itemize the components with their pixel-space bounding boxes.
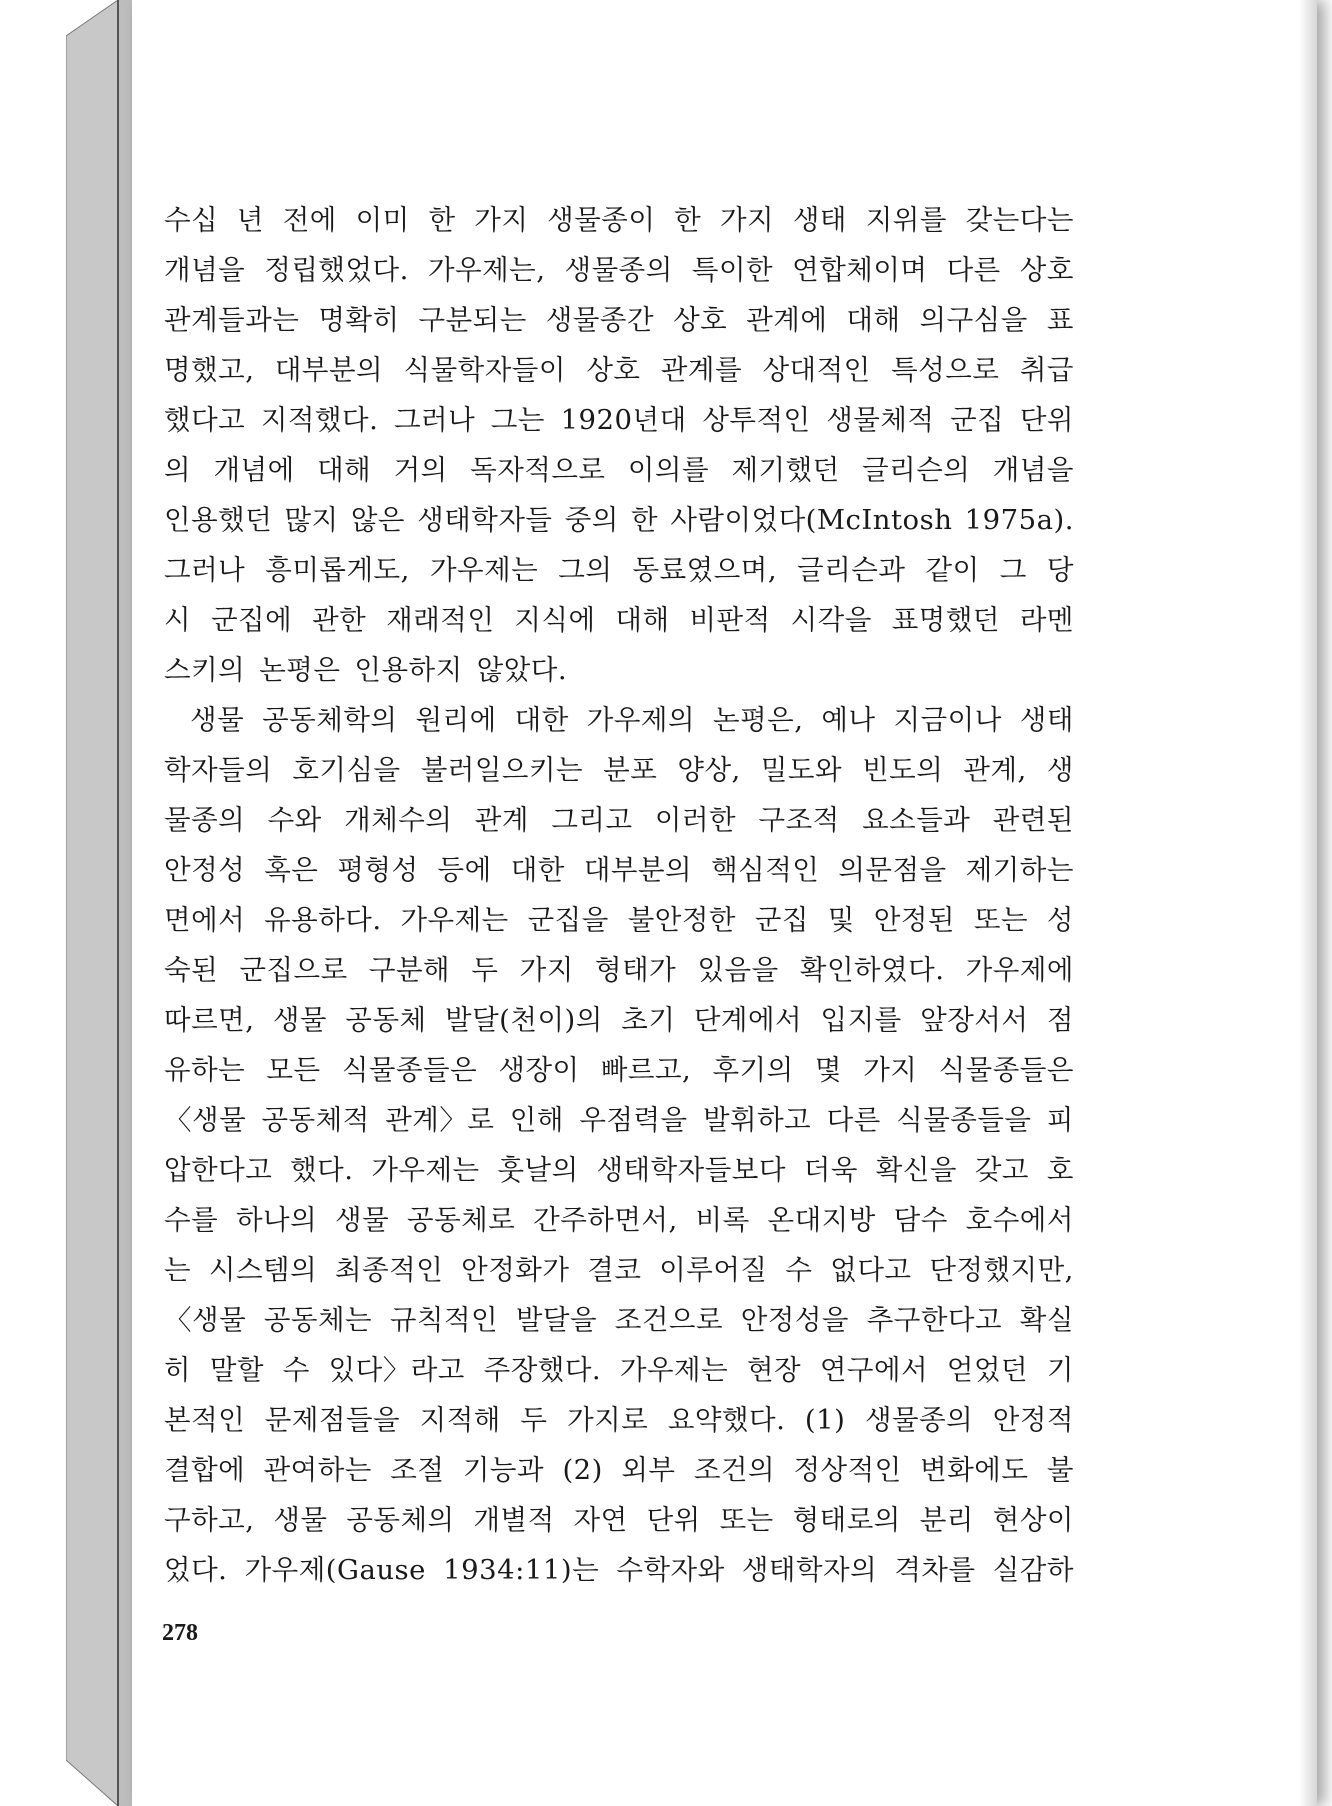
text-word: 대한 bbox=[510, 854, 565, 886]
text-word: 공동체학의 bbox=[262, 704, 398, 736]
text-word: 대해 bbox=[846, 304, 901, 336]
text-line bbox=[164, 995, 1074, 1045]
text-word: 대한 bbox=[514, 704, 569, 736]
text-word: 군집 bbox=[950, 404, 1005, 436]
text-word: 그러나 bbox=[164, 554, 246, 586]
text-word: 〈생물 bbox=[164, 1104, 247, 1136]
text-word: 그는 bbox=[490, 404, 545, 436]
text-word: 거의 bbox=[393, 454, 448, 486]
text-word: 인용하지 bbox=[354, 654, 463, 686]
text-word: 생물종의 bbox=[564, 254, 673, 286]
text-word: 식물학자들이 bbox=[403, 354, 566, 386]
text-word: 지위를 bbox=[865, 204, 947, 236]
text-word: 재래적인 bbox=[386, 604, 495, 636]
text-word: 시스템의 bbox=[208, 1254, 318, 1286]
text-word: 인해 bbox=[509, 1104, 564, 1136]
text-word: 제기하는 bbox=[965, 854, 1074, 886]
text-word: 관련된 bbox=[992, 804, 1074, 836]
text-word: 실감하 bbox=[992, 1554, 1074, 1586]
text-word: 분포 bbox=[603, 754, 658, 786]
text-word: 지적했다. bbox=[260, 404, 379, 436]
text-line bbox=[164, 245, 1074, 295]
text-word: 평형성 bbox=[337, 854, 419, 886]
text-word: 생태학자들 bbox=[417, 504, 553, 536]
text-word: 했다고 bbox=[164, 404, 246, 436]
text-word: 논평은, bbox=[713, 704, 804, 736]
text-word: 흥미롭게도, bbox=[265, 554, 410, 586]
text-word: 있다〉라고 bbox=[328, 1354, 465, 1386]
text-word: 개념을 bbox=[992, 454, 1074, 486]
text-word: 다른 bbox=[826, 1104, 881, 1136]
text-word: 그리고 bbox=[551, 804, 633, 836]
text-word: 숙된 bbox=[164, 954, 219, 986]
text-word: 한 bbox=[428, 204, 456, 236]
text-word: 지적해 bbox=[419, 1404, 501, 1436]
text-word: 최종적인 bbox=[335, 1254, 444, 1286]
text-word: 학자들의 bbox=[164, 754, 273, 786]
text-word: 명확히 bbox=[318, 304, 400, 336]
text-word: 했다. bbox=[290, 1154, 354, 1186]
text-word: 압한다고 bbox=[164, 1154, 273, 1186]
text-line bbox=[164, 1495, 1074, 1545]
text-word: 추구한다고 bbox=[866, 1304, 1003, 1336]
text-line bbox=[164, 495, 1074, 545]
text-word: 구분되는 bbox=[418, 304, 527, 336]
text-word: 않았다. bbox=[476, 654, 568, 686]
text-word: 현장 bbox=[746, 1354, 802, 1386]
text-line bbox=[164, 745, 1074, 795]
text-line bbox=[164, 1545, 1074, 1595]
text-word: 의 bbox=[164, 454, 192, 486]
text-word: 상호 bbox=[586, 354, 641, 386]
text-word: 호 bbox=[1046, 1154, 1074, 1186]
body-text bbox=[164, 195, 1074, 1595]
text-word: 개체수의 bbox=[344, 804, 453, 836]
text-word: 기 bbox=[1046, 1354, 1074, 1386]
text-word: 연구에서 bbox=[819, 1354, 929, 1386]
text-word: 현상이 bbox=[992, 1504, 1074, 1536]
text-word: 그 bbox=[999, 554, 1027, 586]
text-word: 결코 bbox=[587, 1254, 642, 1286]
text-word: 우점력을 bbox=[579, 1104, 688, 1136]
text-line bbox=[164, 1395, 1074, 1445]
text-word: 특성으로 bbox=[891, 354, 1000, 386]
text-word: 수 bbox=[785, 1254, 813, 1286]
text-word: (2) bbox=[562, 1454, 603, 1486]
text-word: 생물체적 bbox=[826, 404, 935, 436]
text-word: 갖는다는 bbox=[965, 204, 1074, 236]
text-word: 없다고 bbox=[830, 1254, 912, 1286]
text-word: 관한 bbox=[312, 604, 367, 636]
text-word: 의구심을 bbox=[919, 304, 1028, 336]
text-word: 자연 bbox=[573, 1504, 628, 1536]
text-word: 가우제의 bbox=[586, 704, 696, 736]
text-word: 안정성 bbox=[164, 854, 246, 886]
text-word: 양상, bbox=[677, 754, 741, 786]
book-spine-side bbox=[66, 0, 136, 1806]
text-word: 등에 bbox=[437, 854, 492, 886]
text-word: 상대적인 bbox=[762, 354, 871, 386]
text-word: 개념을 bbox=[164, 254, 246, 286]
text-word: 관계 bbox=[474, 804, 529, 836]
text-word: 및 bbox=[827, 904, 855, 936]
text-word: 지식에 bbox=[514, 604, 596, 636]
text-line bbox=[164, 1045, 1074, 1095]
text-line bbox=[164, 295, 1074, 345]
text-word: 발달을 bbox=[515, 1304, 598, 1336]
text-word: 한 bbox=[674, 204, 702, 236]
text-word: 혹은 bbox=[264, 854, 319, 886]
text-word: 었다. bbox=[164, 1554, 228, 1586]
text-word: 또는 bbox=[719, 1504, 774, 1536]
text-word: 생 bbox=[1046, 754, 1074, 786]
text-word: 수학자와 bbox=[616, 1554, 725, 1586]
text-word: 성 bbox=[1046, 904, 1074, 936]
text-word: 격차를 bbox=[894, 1554, 976, 1586]
text-word: 규칙적인 bbox=[389, 1304, 499, 1336]
text-word: 원리에 bbox=[415, 704, 497, 736]
text-word: 요약했다. bbox=[667, 1404, 786, 1436]
text-word: 안정화가 bbox=[461, 1254, 570, 1286]
text-word: 명했고, bbox=[164, 354, 255, 386]
text-word: 단위 bbox=[646, 1504, 701, 1536]
text-line bbox=[164, 645, 1074, 695]
text-word: 논평은 bbox=[259, 654, 341, 686]
text-word: 중의 bbox=[564, 504, 619, 536]
text-word: 가지 bbox=[863, 1054, 918, 1086]
text-word: 있음을 bbox=[697, 954, 779, 986]
text-word: 수십 bbox=[164, 204, 219, 236]
text-word: 표 bbox=[1046, 304, 1074, 336]
page-edge-shadow bbox=[1299, 0, 1317, 1806]
text-word: 생태 bbox=[1019, 704, 1074, 736]
text-word: 생태학자들보다 bbox=[596, 1154, 786, 1186]
text-word: 않은 bbox=[350, 504, 405, 536]
text-word: 대부분의 bbox=[274, 354, 384, 386]
text-line bbox=[164, 895, 1074, 945]
text-word: 확인하였다. bbox=[799, 954, 945, 986]
text-word: 대부분의 bbox=[583, 854, 693, 886]
text-word: 밀도와 bbox=[760, 754, 843, 786]
text-word: 이미 bbox=[355, 204, 410, 236]
text-line bbox=[164, 595, 1074, 645]
text-word: 관계를 bbox=[660, 354, 743, 386]
text-line bbox=[164, 345, 1074, 395]
text-line bbox=[164, 1295, 1074, 1345]
text-word: 구하고, bbox=[164, 1504, 255, 1536]
text-word: 다른 bbox=[946, 254, 1001, 286]
page-number: 278 bbox=[162, 1620, 198, 1646]
text-word: 사람이었다(McIntosh bbox=[670, 504, 953, 536]
text-word: 점 bbox=[1046, 1004, 1074, 1036]
text-word: 공동체의 bbox=[346, 1504, 455, 1536]
text-word: 는 bbox=[164, 1254, 192, 1286]
text-word: 가지로 bbox=[567, 1404, 649, 1436]
text-word: 관여하는 bbox=[263, 1454, 372, 1486]
text-word: 식물종들을 bbox=[896, 1104, 1032, 1136]
text-word: 정립했었다. bbox=[264, 254, 409, 286]
text-word: 호수에서 bbox=[965, 1204, 1074, 1236]
text-word: 생물 bbox=[190, 704, 245, 736]
text-word: 관계에 bbox=[746, 304, 828, 336]
text-line bbox=[164, 1345, 1074, 1395]
text-word: 분리 bbox=[919, 1504, 974, 1536]
text-word: 시 bbox=[164, 604, 192, 636]
text-word: 가지 bbox=[519, 954, 574, 986]
text-word: 수를 bbox=[164, 1204, 219, 1236]
text-word: 갖고 bbox=[974, 1154, 1029, 1186]
text-word: 안정된 bbox=[873, 904, 955, 936]
text-word: 독자적으로 bbox=[470, 454, 606, 486]
text-word: 년 bbox=[236, 204, 264, 236]
text-word: 온대지방 bbox=[767, 1204, 876, 1236]
text-word: 당 bbox=[1046, 554, 1074, 586]
text-word: 생물 bbox=[273, 1504, 328, 1536]
text-word: 단위 bbox=[1019, 404, 1074, 436]
text-word: 군집을 bbox=[527, 904, 609, 936]
text-word: 유하는 bbox=[164, 1054, 246, 1086]
text-word: 관계, bbox=[963, 754, 1027, 786]
text-word: 관계들과는 bbox=[164, 304, 300, 336]
text-word: 안정성을 bbox=[740, 1304, 849, 1336]
text-word: 입지를 bbox=[820, 1004, 902, 1036]
text-word: 후기의 bbox=[712, 1054, 794, 1086]
text-word: 형태로의 bbox=[792, 1504, 901, 1536]
text-word: 생물 bbox=[335, 1204, 390, 1236]
text-word: 대해 bbox=[317, 454, 372, 486]
text-word: 라멘 bbox=[1019, 604, 1074, 636]
text-word: 공동체 bbox=[345, 1004, 427, 1036]
text-word: 얻었던 bbox=[946, 1354, 1029, 1386]
text-word: 시각을 bbox=[790, 604, 872, 636]
text-word: 가지 bbox=[474, 204, 529, 236]
text-line bbox=[164, 1195, 1074, 1245]
text-word: 비록 bbox=[695, 1204, 750, 1236]
text-word: 표명했던 bbox=[891, 604, 1000, 636]
text-word: 군집 bbox=[754, 904, 809, 936]
text-line bbox=[164, 445, 1074, 495]
text-word: 주장했다. bbox=[483, 1354, 602, 1386]
text-word: 모든 bbox=[266, 1054, 321, 1086]
text-word: 비판적 bbox=[689, 604, 771, 636]
text-word: 피 bbox=[1046, 1104, 1074, 1136]
text-word: 조절 bbox=[390, 1454, 445, 1486]
text-word: 훗날의 bbox=[497, 1154, 579, 1186]
text-word: 히 bbox=[164, 1354, 192, 1386]
text-word: 가우제는 bbox=[619, 1354, 729, 1386]
text-word: 상호 bbox=[673, 304, 728, 336]
text-word: 식물종들은 bbox=[341, 1054, 478, 1086]
text-word: 단정했지만, bbox=[929, 1254, 1074, 1286]
text-word: 공동체는 bbox=[263, 1304, 373, 1336]
text-word: 불안정한 bbox=[627, 904, 736, 936]
text-word: 1934:11)는 bbox=[443, 1554, 600, 1586]
text-word: 동료였으며, bbox=[632, 554, 778, 586]
text-line bbox=[164, 1095, 1074, 1145]
text-word: 생물종간 bbox=[545, 304, 655, 336]
text-word: 몇 bbox=[814, 1054, 842, 1086]
text-word: 빈도의 bbox=[862, 754, 944, 786]
text-word: 구분해 bbox=[368, 954, 451, 986]
text-word: 구조적 bbox=[758, 804, 840, 836]
text-word: 특이한 bbox=[691, 254, 774, 286]
text-line bbox=[164, 545, 1074, 595]
text-word: 핵심적인 bbox=[711, 854, 820, 886]
text-word: 가우제는 bbox=[400, 904, 509, 936]
text-word: 결합에 bbox=[164, 1454, 246, 1486]
text-word: 글리슨의 bbox=[862, 454, 971, 486]
text-word: 면에서 bbox=[164, 904, 246, 936]
text-word: 본적인 bbox=[164, 1404, 246, 1436]
text-word: 인용했던 bbox=[164, 504, 273, 536]
text-word: 말할 bbox=[209, 1354, 264, 1386]
text-line bbox=[164, 1145, 1074, 1195]
text-word: 초기 bbox=[621, 1004, 676, 1036]
text-word: 예나 bbox=[821, 704, 876, 736]
text-word: 스키의 bbox=[164, 654, 246, 686]
text-word: 전에 bbox=[282, 204, 337, 236]
text-word: 조건으로 bbox=[614, 1304, 724, 1336]
text-word: 대해 bbox=[615, 604, 670, 636]
text-word: 많지 bbox=[284, 504, 339, 536]
text-word: 불러일으키는 bbox=[420, 754, 584, 786]
text-word: 생태 bbox=[792, 204, 847, 236]
text-word: 확신을 bbox=[875, 1154, 957, 1186]
text-word: 상투적인 bbox=[702, 404, 811, 436]
text-word: 생물 bbox=[272, 1004, 327, 1036]
text-word: 불 bbox=[1046, 1454, 1074, 1486]
text-word: 취급 bbox=[1019, 354, 1074, 386]
text-word: 확실 bbox=[1019, 1304, 1074, 1336]
text-word: 글리슨과 bbox=[797, 554, 906, 586]
text-word: 가우제는 bbox=[429, 554, 539, 586]
text-line bbox=[164, 845, 1074, 895]
text-word: 하나의 bbox=[235, 1204, 318, 1236]
text-word: 유용하다. bbox=[264, 904, 382, 936]
text-word: 의문점을 bbox=[838, 854, 947, 886]
text-word: 발휘하고 bbox=[702, 1104, 812, 1136]
text-word: 단계에서 bbox=[693, 1004, 803, 1036]
text-word: 수 bbox=[282, 1354, 310, 1386]
text-word: 개별적 bbox=[473, 1504, 555, 1536]
text-word: 한 bbox=[631, 504, 659, 536]
text-line bbox=[164, 195, 1074, 245]
text-word: 가우제에 bbox=[965, 954, 1074, 986]
text-word: 두 bbox=[520, 1404, 548, 1436]
text-word: 앞장서서 bbox=[920, 1004, 1029, 1036]
text-word: 이의를 bbox=[627, 454, 710, 486]
text-word: (1) bbox=[804, 1404, 846, 1436]
text-word: 조건의 bbox=[693, 1454, 776, 1486]
text-word: 담수 bbox=[893, 1204, 948, 1236]
text-word: 문제점들을 bbox=[264, 1404, 401, 1436]
text-word: 1975a). bbox=[964, 504, 1074, 536]
text-word: 그의 bbox=[558, 554, 613, 586]
text-word: 간주하면서, bbox=[533, 1204, 678, 1236]
text-word: 1920년대 bbox=[560, 404, 687, 436]
text-word: 가우제는 bbox=[371, 1154, 480, 1186]
text-word: 군집에 bbox=[210, 604, 293, 636]
text-line bbox=[164, 795, 1074, 845]
text-word: 더욱 bbox=[803, 1154, 858, 1186]
text-word: 제기했던 bbox=[731, 454, 840, 486]
text-word: 〈생물 bbox=[164, 1304, 247, 1336]
text-word: 두 bbox=[471, 954, 499, 986]
text-word: 빠르고, bbox=[600, 1054, 692, 1086]
text-word: 같이 bbox=[925, 554, 980, 586]
text-word: 외부 bbox=[621, 1454, 676, 1486]
text-line bbox=[164, 945, 1074, 995]
text-word: 가우제는, bbox=[427, 254, 546, 286]
text-word: 생물종이 bbox=[547, 204, 656, 236]
text-word: 가지 bbox=[719, 204, 775, 236]
text-word: 수와 bbox=[267, 804, 322, 836]
text-word: 공동체로 bbox=[407, 1204, 516, 1236]
text-word: 그러나 bbox=[393, 404, 476, 436]
text-word: 요소들과 bbox=[862, 804, 971, 836]
text-word: 생태학자의 bbox=[741, 1554, 878, 1586]
text-word: 연합체이며 bbox=[792, 254, 928, 286]
text-word: 기능과 bbox=[462, 1454, 545, 1486]
text-word: 따르면, bbox=[164, 1004, 255, 1036]
text-word: 변화에도 bbox=[920, 1454, 1029, 1486]
text-word: 생장이 bbox=[498, 1054, 580, 1086]
text-word: 발달(천이)의 bbox=[445, 1004, 603, 1036]
text-word: 공동체적 bbox=[261, 1104, 370, 1136]
text-word: 안정적 bbox=[992, 1404, 1074, 1436]
text-word: 물종의 bbox=[164, 804, 246, 836]
text-word: 또는 bbox=[973, 904, 1029, 936]
text-word: 상호 bbox=[1019, 254, 1074, 286]
text-word: 가우제(Gause bbox=[244, 1554, 426, 1586]
text-line bbox=[164, 395, 1074, 445]
text-word: 식물종들은 bbox=[938, 1054, 1074, 1086]
text-word: 관계〉로 bbox=[385, 1104, 495, 1136]
text-word: 호기심을 bbox=[292, 754, 401, 786]
text-word: 이러한 bbox=[654, 804, 737, 836]
text-word: 군집으로 bbox=[239, 954, 348, 986]
text-line bbox=[164, 1245, 1074, 1295]
text-word: 형태가 bbox=[595, 954, 677, 986]
text-word: 지금이나 bbox=[893, 704, 1002, 736]
text-line bbox=[164, 1445, 1074, 1495]
text-word: 정상적인 bbox=[793, 1454, 902, 1486]
text-word: 이루어질 bbox=[659, 1254, 768, 1286]
text-word: 생물종의 bbox=[864, 1404, 974, 1436]
text-word: 개념에 bbox=[213, 454, 295, 486]
text-line bbox=[164, 695, 1074, 745]
